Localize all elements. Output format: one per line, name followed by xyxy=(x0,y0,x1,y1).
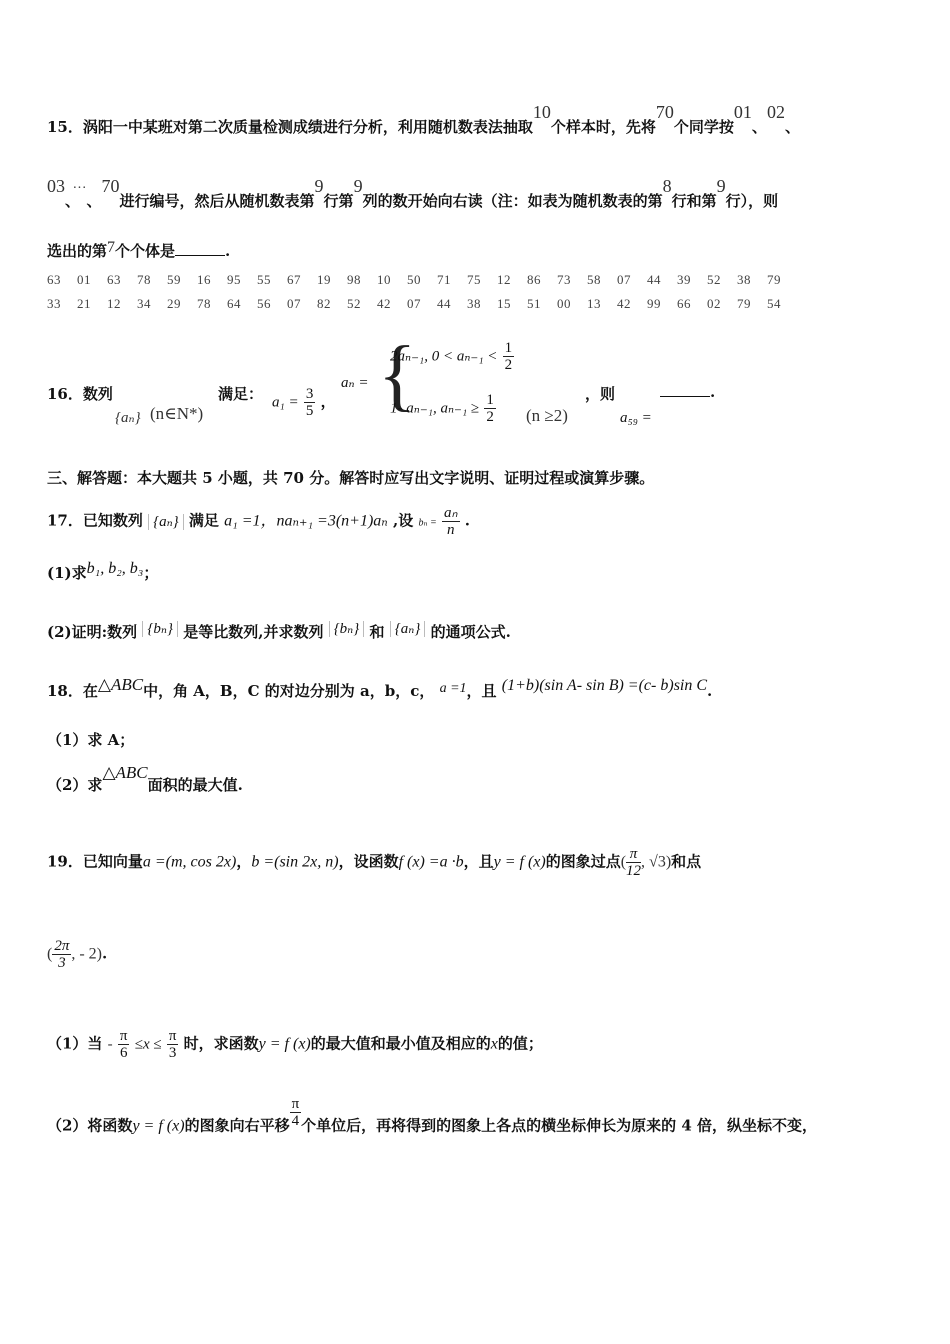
random-number-cell: 63 xyxy=(47,272,61,287)
q15-text: 、 xyxy=(784,118,800,136)
q18-a-eq: a =1 xyxy=(439,681,467,696)
q15-num: 8 xyxy=(662,176,672,196)
random-number-cell: 51 xyxy=(527,296,541,311)
q18-text: . xyxy=(707,682,713,700)
random-number-cell: 82 xyxy=(317,296,331,311)
q15-dots: ··· xyxy=(72,181,87,196)
random-number-cell: 44 xyxy=(437,296,451,311)
q19-pt2-frac xyxy=(52,938,71,971)
random-number-cell: 38 xyxy=(467,296,481,311)
q19-part2 xyxy=(47,1096,818,1143)
q15-num: 9 xyxy=(314,176,324,196)
frac-den: 4 xyxy=(291,1113,300,1129)
q16-case2-frac xyxy=(484,392,496,425)
q19-ineq: ≤x ≤ xyxy=(134,1036,162,1053)
random-number-cell: 44 xyxy=(647,272,661,287)
q16-case1-expr: 2aₙ₋₁, 0 < aₙ₋₁ < xyxy=(390,348,498,365)
random-number-cell: 21 xyxy=(77,296,91,311)
q15-num: 03 xyxy=(47,176,65,196)
q16-text: . xyxy=(710,383,716,401)
q15-text: 行和第 xyxy=(671,192,717,210)
q16-case1-frac xyxy=(503,340,515,373)
random-table-row-9 xyxy=(47,296,797,312)
q15-num: 02 xyxy=(766,102,785,122)
q15-text: 15．涡阳一中某班对第二次质量检测成绩进行分析，利用随机数表法抽取 xyxy=(47,118,533,136)
frac-den: 3 xyxy=(58,955,66,971)
q15-line2 xyxy=(47,176,779,211)
q15-text: 行），则 xyxy=(725,192,779,210)
q17-text: 17．已知数列 xyxy=(47,511,143,530)
q15-text: 个同学按 xyxy=(673,118,734,136)
q16-case2-expr: 1- aₙ₋₁, aₙ₋₁ ≥ xyxy=(390,400,480,417)
q15-line3 xyxy=(47,240,230,261)
q18-triangle: △ABC xyxy=(97,675,144,694)
q16-prefix: 16．数列 xyxy=(47,385,113,403)
frac-den: 2 xyxy=(504,357,513,373)
q17-seq-b: {bₙ} xyxy=(329,621,365,637)
random-number-cell: 19 xyxy=(317,272,331,287)
q19-pt1: , √3) xyxy=(641,853,672,871)
q17-text: 和 xyxy=(369,623,385,641)
q15-num: 70 xyxy=(101,176,120,196)
random-number-cell: 01 xyxy=(77,272,91,287)
q15-text: 行第 xyxy=(323,192,354,210)
q17-b123: b₁, b₂, b₃ xyxy=(86,560,144,577)
q18-formula: (1+b)(sin A- sin B) =(c- b)sin C xyxy=(501,677,708,694)
q17-text: . xyxy=(464,511,470,530)
q19-p1-frac1 xyxy=(118,1028,130,1061)
q19-fx: f (x) =a ·b xyxy=(398,853,464,871)
random-number-cell: 42 xyxy=(377,296,391,311)
random-number-cell: 78 xyxy=(197,296,211,311)
q19-p1-frac2 xyxy=(167,1028,179,1061)
q15-text: 列的数开始向右读（注：如表为随机数表的第 xyxy=(362,192,663,210)
q15-text: 个样本时，先将 xyxy=(550,118,656,136)
random-number-cell: 00 xyxy=(557,296,571,311)
q19-text: 和点 xyxy=(671,852,702,871)
random-number-cell: 29 xyxy=(167,296,181,311)
q19-text: 的最大值和最小值及相应的 xyxy=(310,1034,491,1053)
random-table-row-8 xyxy=(47,272,797,288)
random-number-cell: 64 xyxy=(227,296,241,311)
q16-text: ， xyxy=(320,392,336,411)
frac-num: 1 xyxy=(504,340,513,356)
q18-text: ，且 xyxy=(466,682,497,700)
q15-num: 01 xyxy=(733,102,752,122)
q16-an: aₙ = xyxy=(341,375,369,391)
q17-part1 xyxy=(47,562,158,583)
q19-text: 的值； xyxy=(497,1034,543,1053)
q18-text: 面积的最大值. xyxy=(147,776,243,794)
q16-n-ge: (n ≥2) xyxy=(526,406,568,425)
q15-text: 、 xyxy=(65,192,73,210)
random-number-cell: 59 xyxy=(167,272,181,287)
random-number-cell: 56 xyxy=(257,296,271,311)
q19-text: ， xyxy=(236,852,252,871)
random-number-cell: 34 xyxy=(137,296,151,311)
q16-brace: { xyxy=(378,331,417,419)
q17-text: 是等比数列,并求数列 xyxy=(183,623,324,641)
section-3-header: 三、解答题：本大题共 5 小题，共 70 分。解答时应写出文字说明、证明过程或演算步骤。 xyxy=(47,469,655,487)
q19-text: 的图象过点 xyxy=(545,852,621,871)
frac-num: aₙ xyxy=(444,505,458,521)
q16-a1 xyxy=(272,386,336,419)
q17-text: 满足 xyxy=(188,511,219,530)
q19-part1 xyxy=(47,1028,543,1061)
q17-text: ,设 xyxy=(393,511,414,530)
q19-text: （1）当 xyxy=(47,1034,103,1053)
q15-text: 、 xyxy=(751,118,767,136)
q16-satisfy: 满足： xyxy=(218,385,264,403)
random-number-cell: 15 xyxy=(497,296,511,311)
q16-a59: a₅₉ = xyxy=(620,410,652,426)
random-number-cell: 63 xyxy=(107,272,121,287)
random-number-cell: 67 xyxy=(287,272,301,287)
q15-num: 10 xyxy=(532,102,551,122)
q17-seq: {aₙ} xyxy=(148,514,184,530)
random-number-cell: 75 xyxy=(467,272,481,287)
random-number-cell: 58 xyxy=(587,272,601,287)
q19-vector-a: a =(m, cos 2x) xyxy=(142,853,237,871)
q19-yfx: y = f (x) xyxy=(258,1035,311,1053)
frac-den: n xyxy=(447,522,455,538)
random-number-cell: 71 xyxy=(437,272,451,287)
q15-text: 进行编号，然后从随机数表第 xyxy=(119,192,315,210)
random-number-cell: 78 xyxy=(137,272,151,287)
q17-bn-frac xyxy=(442,505,459,538)
q17-seq-a: {aₙ} xyxy=(390,621,426,637)
random-number-cell: 07 xyxy=(617,272,631,287)
random-number-cell: 07 xyxy=(407,296,421,311)
q15-line1 xyxy=(47,102,800,137)
q19-pt1-frac xyxy=(626,846,641,879)
frac-num: π xyxy=(291,1096,300,1112)
random-number-cell: 13 xyxy=(587,296,601,311)
random-number-cell: 79 xyxy=(737,296,751,311)
random-number-cell: 12 xyxy=(107,296,121,311)
q19-p2-frac xyxy=(290,1096,302,1129)
frac-den: 12 xyxy=(626,863,642,879)
q19-yfx: y = f (x) xyxy=(493,853,546,871)
q15-num: 9 xyxy=(353,176,363,196)
random-number-cell: 66 xyxy=(677,296,691,311)
random-number-cell: 79 xyxy=(767,272,781,287)
q16-then: ，则 xyxy=(585,385,616,403)
random-number-cell: 54 xyxy=(767,296,781,311)
frac-num: π xyxy=(626,846,641,863)
q19-text: （2）将函数 xyxy=(47,1116,133,1135)
q19-text: 的图象向右平移 xyxy=(184,1116,290,1135)
q17-text: (2)证明:数列 xyxy=(47,623,138,641)
q15-num: 7 xyxy=(107,239,116,256)
q15-num: 9 xyxy=(716,176,726,196)
frac-den: 2 xyxy=(486,409,494,425)
q17-text: (1)求 xyxy=(47,564,87,582)
q18-text: （2）求 xyxy=(47,776,103,794)
q17-stem xyxy=(47,505,470,538)
q17-formula: a₁ =1，naₙ₊₁ =3(n+1)aₙ xyxy=(224,512,388,530)
random-number-cell: 39 xyxy=(677,272,691,287)
frac-den: 3 xyxy=(168,1045,177,1061)
random-number-cell: 52 xyxy=(707,272,721,287)
q19-text: 19．已知向量 xyxy=(47,852,143,871)
q17-bn: bₙ = xyxy=(418,517,437,529)
random-number-cell: 12 xyxy=(497,272,511,287)
frac-num: π xyxy=(119,1028,128,1044)
q15-text: 个个体是 xyxy=(115,242,176,260)
q19-yfx: y = f (x) xyxy=(132,1117,185,1135)
q19-text: 个单位后，再将得到的图象上各点的横坐标伸长为原来的 4 倍，纵坐标不变， xyxy=(301,1116,818,1135)
q19-text: . xyxy=(102,944,108,963)
q15-text: 、 xyxy=(86,192,102,210)
q16-case2 xyxy=(390,392,496,425)
random-number-cell: 86 xyxy=(527,272,541,287)
random-number-cell: 98 xyxy=(347,272,361,287)
q19-stem: 19．已知向量a =(m, cos 2x)，b =(sin 2x, n)，设函数f (x) =a ·b，且y = f (x)的图象过点( $\frac{\pi}{12}$ , √3)和点 xyxy=(47,846,702,879)
q16-case1 xyxy=(390,340,514,373)
frac-den: 6 xyxy=(119,1045,128,1061)
q16-a1-label: a₁ = xyxy=(272,394,299,411)
q18-stem xyxy=(47,675,713,701)
q19-text: 时，求函数 xyxy=(183,1034,259,1053)
q19-text: ，设函数 xyxy=(338,852,399,871)
q18-text: 中，角 A，B，C 的对边分别为 a，b，c， xyxy=(143,682,435,700)
random-number-cell: 02 xyxy=(707,296,721,311)
q19-minus: - xyxy=(107,1036,113,1053)
q18-text: 18．在 xyxy=(47,682,98,700)
answer-blank xyxy=(660,384,710,397)
answer-blank xyxy=(175,243,225,256)
frac-num: π xyxy=(168,1028,177,1044)
random-number-cell: 95 xyxy=(227,272,241,287)
random-number-cell: 33 xyxy=(47,296,61,311)
random-number-cell: 55 xyxy=(257,272,271,287)
q15-text: . xyxy=(225,242,231,260)
frac-num: 3 xyxy=(305,386,314,402)
q19-x: x xyxy=(490,1035,498,1053)
q17-part2 xyxy=(47,621,511,642)
random-number-cell: 16 xyxy=(197,272,211,287)
q19-vector-b: b =(sin 2x, n) xyxy=(251,853,339,871)
random-number-cell: 10 xyxy=(377,272,391,287)
q18-triangle: △ABC xyxy=(102,763,148,782)
q19-point2: ( $\frac{2\pi}{3}$ , - 2). xyxy=(47,938,108,971)
q16-seq: {aₙ} xyxy=(115,410,141,426)
random-number-cell: 07 xyxy=(287,296,301,311)
q18-part2 xyxy=(47,763,243,795)
q17-text: 的通项公式. xyxy=(430,623,511,641)
q16-answer xyxy=(660,383,715,401)
frac-num: 2π xyxy=(54,938,70,954)
q19-text: ，且 xyxy=(463,852,494,871)
q16-a1-frac xyxy=(304,386,316,419)
random-number-cell: 52 xyxy=(347,296,361,311)
frac-den: 5 xyxy=(305,403,314,419)
frac-num: 1 xyxy=(486,392,494,408)
random-number-cell: 73 xyxy=(557,272,571,287)
random-number-cell: 50 xyxy=(407,272,421,287)
q19-pt2: , - 2) xyxy=(71,945,102,963)
q18-part1: （1）求 A； xyxy=(47,731,135,749)
random-number-cell: 38 xyxy=(737,272,751,287)
random-number-cell: 99 xyxy=(647,296,661,311)
q15-num: 70 xyxy=(655,102,674,122)
q17-text: ； xyxy=(143,564,159,582)
random-number-cell: 42 xyxy=(617,296,631,311)
q17-seq-b: {bₙ} xyxy=(142,621,178,637)
q16-cond: (n∈N*) xyxy=(150,404,204,423)
q15-text: 选出的第 xyxy=(47,242,108,260)
